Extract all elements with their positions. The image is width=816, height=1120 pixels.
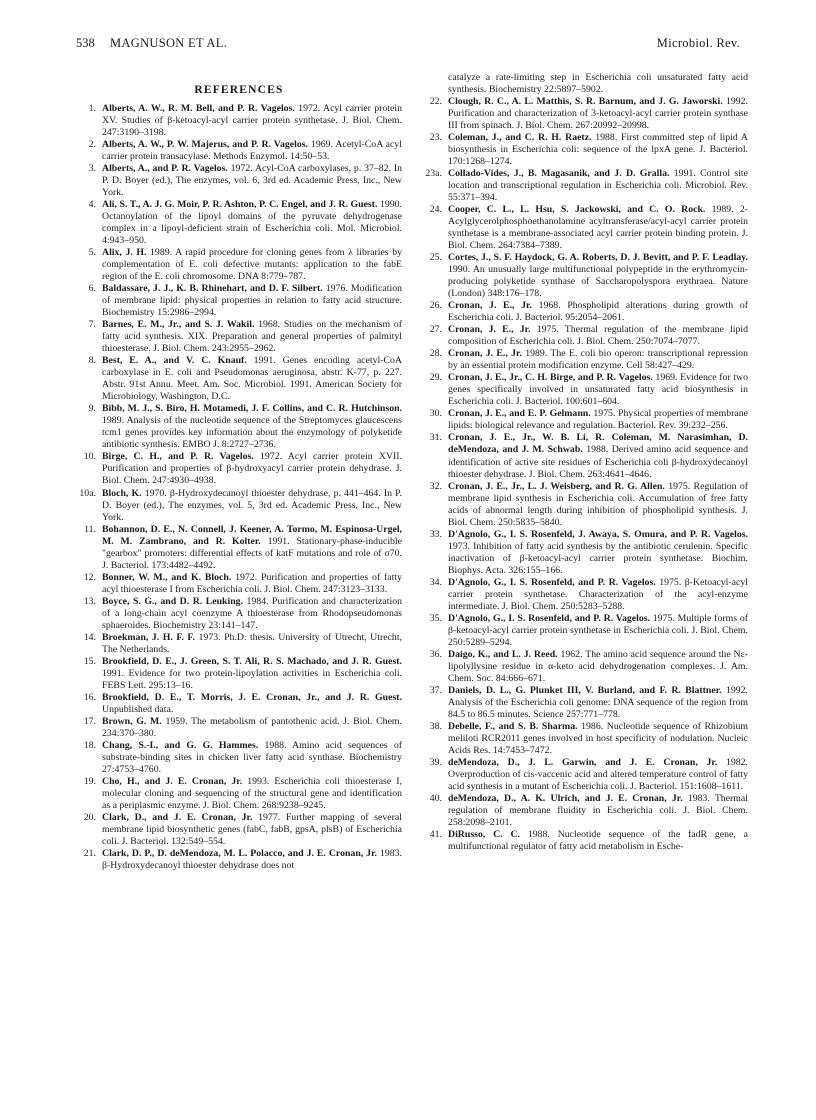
reference-authors: Debelle, F., and S. B. Sharma. [448, 720, 578, 732]
reference-text: 1992. Analysis of the Escherichia coli genome: DNA sequence of the region from 84.5 to 86.5 minutes. Science 257:771–778. [448, 684, 748, 720]
reference-entry [76, 524, 402, 572]
reference-authors: Brown, G. M. [102, 715, 162, 727]
reference-entry [76, 656, 402, 692]
reference-entry [422, 300, 748, 324]
reference-text: 1975. Regulation of membrane lipid synthesis in Escherichia coli. Accumulation of free fatty acids of abnormal length during inhibition of phospholipid synthesis. J. Biol. Chem. 250:5835–5840. [448, 480, 749, 528]
reference-number: 17. [83, 715, 96, 727]
reference-text: 1991. Genes encoding acetyl-CoA carboxylase in E. coli and Pseudomonas aeruginosa, abstr. K-77, p. 227. Abstr. 91st Annu. Meet. Am. Soc. Microbiol. 1991. American Society for Microbiology, Washington, D.C. [102, 355, 402, 403]
reference-authors: Alberts, A. W., P. W. Majerus, and P. R. Vagelos. [102, 139, 308, 151]
reference-authors: D'Agnolo, G., I. S. Rosenfeld, J. Awaya, S. Omura, and P. R. Vagelos. [448, 528, 748, 540]
reference-number: 4. [88, 199, 96, 211]
reference-text: 1982. Overproduction of cis-vaccenic acid and altered temperature control of fatty acid synthesis in a mutant of Escherichia coli. J. Bacteriol. 151:1608–1611. [448, 756, 748, 792]
reference-entry [422, 649, 748, 685]
reference-entry [76, 572, 402, 596]
reference-authors: Bonner, W. M., and K. Bloch. [102, 571, 232, 583]
reference-entry [76, 247, 402, 283]
reference-text: 1975. Thermal regulation of the membrane lipid composition of Escherichia coli. J. Biol. Chem. 250:7074–7077. [448, 324, 748, 348]
reference-text: 1992. Purification and characterization of 3-ketoacyl-acyl carrier protein synthase III from spinach. J. Biol. Chem. 267:20992–20998. [448, 96, 748, 132]
reference-authors: Daigo, K., and L. J. Reed. [448, 648, 558, 660]
reference-entry [76, 596, 402, 632]
reference-text: Unpublished data. [102, 703, 174, 715]
reference-number: 7. [88, 319, 96, 331]
reference-authors: Brookfield, D. E., J. Green, S. T. Ali, R. S. Machado, and J. R. Guest. [102, 655, 402, 667]
reference-number: 10. [83, 451, 96, 463]
reference-number: 39. [429, 756, 442, 768]
reference-number: 18. [83, 739, 96, 751]
reference-authors: Collado-Vides, J., B. Magasanik, and J. D. Gralla. [448, 168, 670, 180]
reference-number: 38. [429, 720, 442, 732]
reference-number: 31. [429, 432, 442, 444]
reference-authors: Brookfield, D. E., T. Morris, J. E. Cronan, Jr., and J. R. Guest. [102, 691, 402, 703]
reference-authors: Alberts, A. W., R. M. Bell, and P. R. Vagelos. [102, 103, 295, 114]
reference-authors: D'Agnolo, G., I. S. Rosenfeld, and P. R. Vagelos. [448, 576, 656, 588]
reference-authors: Clark, D., and J. E. Cronan, Jr. [102, 811, 253, 823]
reference-authors: D'Agnolo, G., I. S. Rosenfeld, and P. R. Vagelos. [448, 612, 650, 624]
reference-entry [422, 324, 748, 348]
reference-entry [76, 163, 402, 199]
reference-text: 1993. Escherichia coli thioesterase I, molecular cloning and sequencing of the structural gene and identification as a periplasmic enzyme. J. Biol. Chem. 268:9238–9245. [102, 775, 402, 811]
reference-text: 1968. Studies on the mechanism of fatty acid synthesis. XIX. Preparation and general properties of palmityl thioesterase. J. Biol. Chem. 243:2955–2962. [102, 319, 402, 355]
reference-text: 1970. β-Hydroxydecanoyl thioester dehydrase, p. 441–464. In P. D. Boyer (ed.), The enzymes, vol. 5, 3rd ed. Academic Press, Inc., New York. [102, 487, 402, 523]
reference-number: 23a. [425, 168, 442, 180]
reference-number: 40. [429, 792, 442, 804]
reference-number: 28. [429, 348, 442, 360]
reference-text: 1991. Evidence for two protein-lipoylation activities in Escherichia coli. FEBS Lett. 295:13–16. [102, 667, 402, 691]
reference-authors: Daniels, D. L., G. Plunket III, V. Burland, and F. R. Blattner. [448, 684, 722, 696]
reference-number: 30. [429, 408, 442, 420]
reference-number: 41. [429, 828, 442, 840]
reference-number: 23. [429, 132, 442, 144]
reference-entry [422, 613, 748, 649]
section-title: REFERENCES [194, 84, 284, 96]
reference-entry [76, 848, 402, 872]
reference-entry [422, 829, 748, 853]
reference-entry [76, 319, 402, 355]
reference-entry [422, 408, 748, 432]
reference-text: 1972. Acyl-CoA carboxylases, p. 37–82. In P. D. Boyer (ed.), The enzymes, vol. 6, 3rd ed. Academic Press, Inc., New York. [102, 163, 402, 199]
reference-authors: Bibb, M. J., S. Biro, H. Motamedi, J. F. Collins, and C. R. Hutchinson. [102, 403, 402, 415]
reference-text: 1973. Ph.D. thesis. University of Utrecht, Utrecht, The Netherlands. [102, 631, 403, 655]
reference-text: 1989. Analysis of the nucleotide sequence of the Streptomyces glaucescens tcm1 genes provides key information about the enzymology of polyketide antibiotic synthesis. EMBO J. 8:2727–2736. [102, 415, 402, 451]
reference-text: 1969. Acetyl-CoA acyl carrier protein transacylase. Methods Enzymol. 14:50–53. [102, 139, 403, 163]
reference-text: 1989. The E. coli bio operon: transcriptional repression by an essential protein modification enzyme. Cell 58:427–429. [448, 348, 748, 372]
reference-text: 1973. Inhibition of fatty acid synthesis by the antibiotic cerulenin. Specific inactivation of β-ketoacyl-acyl carrier protein synthetase. Biochim. Biophys. Acta. 326:155–166. [448, 540, 748, 576]
reference-entry [76, 355, 402, 403]
reference-entry [76, 740, 402, 776]
reference-entry [76, 451, 402, 487]
reference-entry [422, 204, 748, 252]
reference-number: 24. [429, 204, 442, 216]
reference-entry [422, 577, 748, 613]
reference-entry [76, 403, 402, 451]
reference-text: 1990. An unusually large multifunctional polypeptide in the erythromycin-producing polyketide synthase of Saccharopolyspora erythraea. Nature (London) 348:176–178. [448, 264, 748, 300]
reference-entry [76, 488, 402, 524]
reference-authors: Cronan, J. E., Jr., L. J. Weisberg, and R. G. Allen. [448, 480, 665, 492]
reference-number: 19. [83, 775, 96, 787]
reference-number: 3. [88, 163, 96, 175]
reference-entry [422, 168, 748, 204]
reference-text: 1983. β-Hydroxydecanoyl thioester dehydrase does not [102, 847, 402, 871]
reference-text: 1984. Purification and characterization of a long-chain acyl coenzyme A thioesterase from Rhodopseudomonas sphaeroides. Biochemistry 23:141–147. [102, 595, 402, 631]
reference-number: 25. [429, 252, 442, 264]
reference-number: 16. [83, 691, 96, 703]
reference-authors: Cronan, J. E., Jr. [448, 324, 531, 336]
reference-authors: Cooper, C. L., L. Hsu, S. Jackowski, and C. O. Rock. [448, 204, 706, 216]
reference-entry [422, 529, 748, 577]
reference-authors: Alix, J. H. [102, 247, 147, 259]
reference-text: 1975. Physical properties of membrane lipids: biological relevance and regulation. Bacteriol. Rev. 39:232–256. [448, 408, 748, 432]
reference-text: 1976. Modification of membrane lipid: physical properties in relation to fatty acid structure. Biochemistry 15:2986–2994. [102, 283, 402, 319]
reference-authors: Bohannon, D. E., N. Connell, J. Keener, A. Tormo, M. Espinosa-Urgel, M. M. Zambrano, and R. Kolter. [102, 523, 402, 547]
reference-number: 29. [429, 372, 442, 384]
reference-text: 1959. The metabolism of pantothenic acid. J. Biol. Chem. 234:370–380. [102, 715, 403, 739]
reference-authors: Best, E. A., and V. C. Knauf. [102, 355, 247, 367]
reference-number: 35. [429, 612, 442, 624]
reference-text: 1972. Purification and properties of fatty acyl thioesterase I from Escherichia coli. J. Biol. Chem. 247:3123–3133. [102, 571, 402, 595]
reference-authors: DiRusso, C. C. [448, 828, 520, 840]
reference-text: 1969. Evidence for two genes specifically involved in unsaturated fatty acid biosynthesis in Escherichia coli. J. Bacteriol. 100:601–604. [448, 372, 749, 408]
reference-number: 6. [88, 283, 96, 295]
reference-entry [76, 692, 402, 716]
references-right-column [422, 72, 748, 853]
reference-authors: Chang, S.-I., and G. G. Hammes. [102, 739, 259, 751]
reference-number: 32. [429, 480, 442, 492]
reference-authors: Alberts, A., and P. R. Vagelos. [102, 163, 228, 175]
reference-number: 8. [88, 355, 96, 367]
references-right-list [422, 96, 748, 853]
reference-number: 20. [83, 811, 96, 823]
page-header [76, 36, 740, 52]
reference-authors: Cronan, J. E., and E. P. Gelmann. [448, 408, 591, 420]
reference-text: 1968. Phospholipid alterations during growth of Escherichia coli. J. Bacteriol. 95:2054–2061. [448, 300, 748, 324]
reference-text: 1988. First committed step of lipid A biosynthesis in Escherichia coli: sequence of the lpxA gene. J. Bacteriol. 170:1268–1274. [448, 132, 748, 168]
reference-entry [76, 283, 402, 319]
reference-number: 26. [429, 300, 442, 312]
reference-number: 36. [429, 648, 442, 660]
reference-authors: Boyce, S. G., and D. R. Leuking. [102, 595, 244, 607]
reference-number: 15. [83, 655, 96, 667]
reference-entry [422, 372, 748, 408]
reference-authors: Cortes, J., S. F. Haydock, G. A. Roberts, D. J. Bevitt, and P. F. Leadlay. [448, 252, 748, 264]
reference-number: 22. [429, 96, 442, 108]
reference-authors: Cronan, J. E., Jr., C. H. Birge, and P. R. Vagelos. [448, 372, 653, 384]
reference-number: 37. [429, 684, 442, 696]
reference-entry [76, 199, 402, 247]
reference-number: 5. [88, 247, 96, 259]
reference-authors: Clough, R. C., A. L. Matthis, S. R. Barnum, and J. G. Jaworski. [448, 96, 723, 108]
reference-number: 11. [84, 523, 96, 535]
reference-authors: Ali, S. T., A. J. G. Moir, P. R. Ashton, P. C. Engel, and J. R. Guest. [102, 199, 378, 211]
reference-number: 34. [429, 576, 442, 588]
reference-entry [422, 432, 748, 480]
reference-text: 1989. A rapid procedure for cloning genes from λ libraries by complementation of E. coli defective mutants: application to the fabE region of the E. coli chromosome. DNA 8:779–787. [102, 247, 402, 283]
reference-entry [422, 96, 748, 132]
reference-entry [422, 721, 748, 757]
reference-text: 1989. 2-Acylglycerolphosphoethanolamine acyltransferase/acyl-acyl carrier protein synthetase is a membrane-associated acyl carrier protein binding protein. J. Biol. Chem. 264:7384–7389. [448, 204, 749, 252]
reference-authors: Clark, D. P., D. deMendoza, M. L. Polacco, and J. E. Cronan, Jr. [102, 847, 377, 859]
reference-text: 1975. β-Ketoacyl-acyl carrier protein synthetase. Characterization of the acyl-enzyme intermediate. J. Biol. Chem. 250:5283–5288. [448, 576, 748, 612]
reference-authors: Baldassare, J. J., K. B. Rhinehart, and D. F. Silbert. [102, 283, 323, 295]
reference-authors: Bloch, K. [102, 487, 142, 499]
reference-entry [76, 776, 402, 812]
reference-authors: deMendoza, D., J. L. Garwin, and J. E. Cronan, Jr. [448, 756, 718, 768]
reference-authors: Birge, C. H., and P. R. Vagelos. [102, 451, 254, 463]
reference-entry [422, 348, 748, 372]
reference-number: 33. [429, 528, 442, 540]
reference-number: 21. [83, 847, 96, 859]
reference-text: 1972. Acyl carrier protein XV. Studies of β-ketoacyl-acyl carrier protein synthetase. J. Biol. Chem. 247:3190–3198. [102, 103, 402, 139]
reference-entry [76, 716, 402, 740]
running-authors: MAGNUSON ET AL. [110, 36, 228, 50]
reference-number: 13. [83, 595, 96, 607]
reference-authors: Coleman, J., and C. R. H. Raetz. [448, 132, 592, 144]
reference-text: 1991. Control site location and transcriptional regulation in Escherichia coli. Microbiol. Rev. 55:371–394. [448, 168, 749, 204]
reference-authors: Cho, H., and J. E. Cronan, Jr. [102, 775, 243, 787]
journal-name: Microbiol. Rev. [656, 36, 740, 50]
references-left-column [76, 103, 402, 872]
reference-number: 9. [88, 403, 96, 415]
reference-entry [76, 812, 402, 848]
reference-text: 1990. Octanoylation of the lipoyl domains of the pyruvate dehydrogenase complex in a lipoyl-deficient strain of Escherichia coli. Mol. Microbiol. 4:943–950. [102, 199, 402, 247]
reference-entry [422, 793, 748, 829]
reference-text: 1977. Further mapping of several membrane lipid biosynthetic genes (fabC, fabB, gpsA, plsB) of Escherichia coli. J. Bacteriol. 132:549–554. [102, 811, 402, 847]
reference-entry [76, 139, 402, 163]
reference-number: 12. [83, 571, 96, 583]
reference-number: 27. [429, 324, 442, 336]
reference-number: 2. [88, 139, 96, 151]
reference-text: 1986. Nucleotide sequence of Rhizobium meliloti RCR2011 genes involved in host specificity of nodulation. Nucleic Acids Res. 14:7453–7472. [448, 720, 748, 756]
reference-entry [76, 103, 402, 139]
reference-authors: Broekman, J. H. F. F. [102, 631, 195, 643]
reference-text: 1988. Nucleotide sequence of the fadR gene, a multifunctional regulator of fatty acid metabolism in Esche- [448, 828, 748, 852]
reference-authors: Barnes, E. M., Jr., and S. J. Wakil. [102, 319, 255, 331]
reference-text: 1975. Multiple forms of β-ketoacyl-acyl carrier protein synthetase in Escherichia coli. J. Biol. Chem. 250:5289–5294. [448, 612, 748, 648]
reference-entry [422, 252, 748, 300]
reference-number: 14. [83, 631, 96, 643]
reference-entry [422, 481, 748, 529]
reference-text: 1983. Thermal regulation of membrane fluidity in Escherichia coli. J. Biol. Chem. 258:2098–2101. [448, 792, 748, 828]
reference-authors: Cronan, J. E., Jr. [448, 300, 532, 312]
page-number: 538 [76, 36, 95, 50]
reference-text: 1962. The amino acid sequence around the Nε-lipolyllysine residue in α-keto acid dehydrogenation complexes. J. Am. Chem. Soc. 84:666–671. [448, 648, 748, 684]
reference-text: 1972. Acyl carrier protein XVII. Purification and properties of β-hydroxyacyl carrier protein dehydrase. J. Biol. Chem. 247:4930–4938. [102, 451, 402, 487]
reference-number: 1. [88, 103, 96, 114]
reference-text: 1991. Stationary-phase-inducible "gearbox" promoters: differential effects of katF mutations and role of σ70. J. Bacteriol. 173:4482–4492. [102, 535, 403, 571]
reference-number: 10a. [79, 487, 96, 499]
reference-entry [422, 132, 748, 168]
reference-authors: Cronan, J. E., Jr., W. B. Li, R. Coleman, M. Narasimhan, D. deMendoza, and J. M. Schwab. [448, 432, 748, 456]
reference-entry [422, 685, 748, 721]
reference-authors: deMendoza, D., A. K. Ulrich, and J. E. Cronan, Jr. [448, 792, 683, 804]
reference-entry [76, 632, 402, 656]
reference-text: 1988. Amino acid sequences of substrate-binding sites in chicken liver fatty acid synthase. Biochemistry 27:4753–4760. [102, 739, 402, 775]
reference-entry [422, 757, 748, 793]
reference-continuation: catalyze a rate-limiting step in Escherichia coli unsaturated fatty acid synthesis. Biochemistry 22:5897–5902. [448, 72, 748, 96]
reference-text: 1988. Derived amino acid sequence and identification of active site residues of Escherichia coli β-hydroxydecanoyl thioester dehydrase. J. Biol. Chem. 263:4641–4646. [448, 444, 748, 480]
reference-authors: Cronan, J. E., Jr. [448, 348, 522, 360]
